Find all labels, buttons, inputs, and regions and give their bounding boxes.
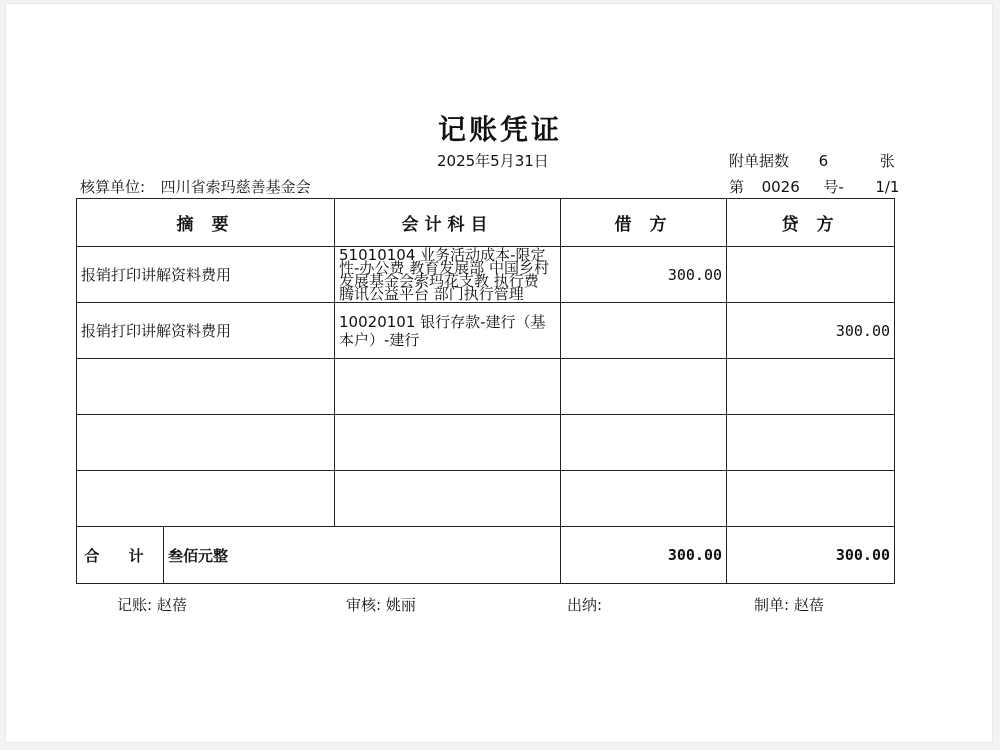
header-account: 会计科目 — [335, 199, 561, 247]
voucher-page: 1/1 — [875, 178, 900, 196]
attachment-unit: 张 — [879, 152, 895, 170]
empty-cell — [77, 471, 335, 527]
empty-row — [77, 359, 895, 415]
total-row — [77, 527, 895, 584]
empty-cell — [727, 415, 895, 471]
attachment-number: 6 — [818, 152, 829, 170]
voucher-no-number: 0026 — [761, 178, 800, 196]
entry-account: 10020101 银行存款-建行（基本户）-建行 — [335, 303, 561, 359]
empty-cell — [561, 359, 727, 415]
empty-cell — [77, 415, 335, 471]
empty-cell — [77, 359, 335, 415]
total-label: 合 计 — [77, 527, 164, 584]
voucher-table — [76, 198, 895, 584]
empty-row — [77, 415, 895, 471]
attachment-label: 附单据数 — [729, 152, 790, 170]
total-amount-words: 叁佰元整 — [164, 527, 561, 584]
entry-credit: 300.00 — [727, 303, 895, 359]
empty-cell — [335, 471, 561, 527]
unit-label: 核算单位: — [80, 178, 146, 196]
header-debit: 借 方 — [561, 199, 727, 247]
footer-bookkeeper: 记账: 赵蓓 — [117, 596, 187, 614]
empty-cell — [335, 415, 561, 471]
total-debit: 300.00 — [561, 527, 727, 584]
accounting-unit — [80, 176, 311, 197]
header-summary: 摘 要 — [77, 199, 335, 247]
empty-row — [77, 471, 895, 527]
voucher-no-prefix: 第 — [729, 178, 745, 196]
entry-summary: 报销打印讲解资料费用 — [77, 303, 335, 359]
table-row — [77, 303, 895, 359]
footer-cashier: 出纳: — [567, 596, 603, 614]
entry-summary: 报销打印讲解资料费用 — [77, 247, 335, 303]
total-credit: 300.00 — [727, 527, 895, 584]
footer-preparer: 制单: 赵蓓 — [754, 596, 824, 614]
table-row — [77, 247, 895, 303]
voucher-no-suffix: 号- — [823, 178, 844, 196]
empty-cell — [561, 415, 727, 471]
empty-cell — [335, 359, 561, 415]
empty-cell — [561, 471, 727, 527]
empty-cell — [727, 359, 895, 415]
voucher-number — [729, 176, 899, 197]
empty-cell — [727, 471, 895, 527]
entry-debit: 300.00 — [561, 247, 727, 303]
attachment-count — [729, 150, 895, 171]
entry-debit — [561, 303, 727, 359]
footer-reviewer: 审核: 姚丽 — [346, 596, 416, 614]
entry-credit — [727, 247, 895, 303]
header-credit: 贷 方 — [727, 199, 895, 247]
entry-account: 51010104 业务活动成本-限定性-办公费 教育发展部 中国乡村发展基金会索玛花支教 执行费 腾讯公益平台 部门执行管理 — [335, 247, 561, 303]
voucher-date: 2025年5月31日 — [437, 152, 549, 170]
unit-name: 四川省索玛慈善基金会 — [160, 178, 311, 196]
voucher-title: 记账凭证 — [437, 113, 562, 146]
table-header-row — [77, 199, 895, 247]
